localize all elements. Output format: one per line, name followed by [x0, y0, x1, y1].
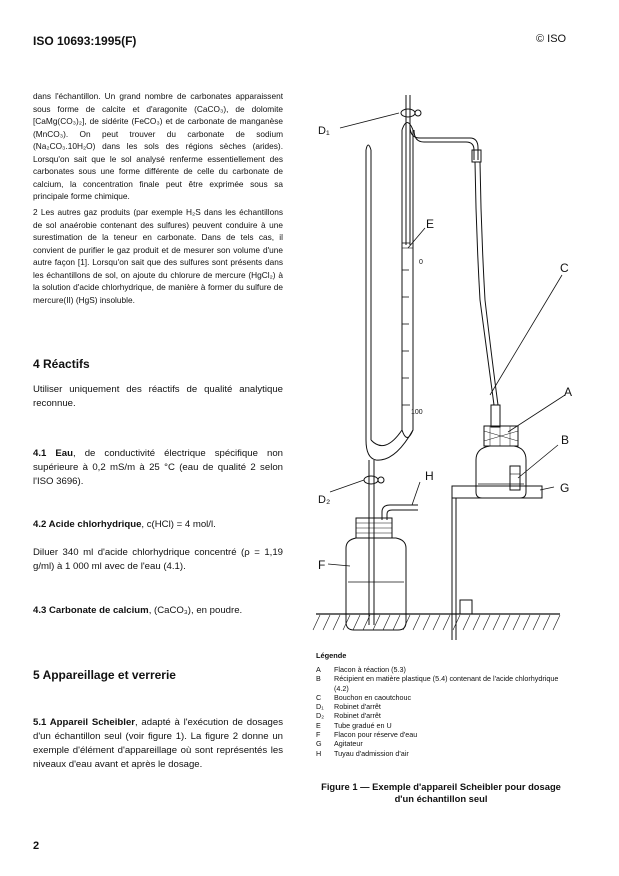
section-4-heading: 4 Réactifs	[33, 357, 90, 371]
header-copyright: © ISO	[536, 33, 567, 45]
clause-5-1-text: , adapté à l'exécution de dosages d'un échantillon seul (voir figure 1). La figure 2 donne un exemple d'élément d'appareillage où sont représentés les niveaux d'eau avant et après le dosage.	[33, 717, 284, 770]
clause-4-2-formula: , c(HCl) = 4 mol/l.	[141, 519, 216, 530]
page-number: 2	[33, 840, 40, 852]
tube-connector	[472, 150, 481, 162]
legend-item: B Récipient en matière plastique (5.4) contenant de l'acide chlorhydrique (4.2)	[316, 674, 559, 693]
legend-item: G Agitateur	[316, 739, 363, 749]
note-1-text: dans l'échantillon. Un grand nombre de carbonates apparaissent sous forme de calcite et d'aragonite (CaCO₃), de dolomite [CaMg(CO₃)₂], de sidérite (FeCO₃) et de carbonate de manganèse (MnCO₃). On peut trouver du carbonate de sodium (Na₂CO₃.10H₂O) dans les sols des régions sèches (arides). Lorsqu'on sait que le sol analysé renferme essentiellement des carbonates sous une forme différente de celle du carbonate de calcium, la concentration finale peut être exprimée sous sa principale forme chimique.	[33, 91, 283, 201]
legend-item: F Flacon pour réserve d'eau	[316, 730, 418, 740]
legend-item: E Tube gradué en U	[316, 720, 392, 730]
scale-hundred: 100	[411, 409, 423, 416]
label-f: F	[318, 558, 326, 572]
label-d1: D₁	[318, 125, 330, 137]
graduation-ticks	[402, 243, 410, 405]
clause-4-3-label: 4.3 Carbonate de calcium	[33, 605, 149, 616]
label-g: G	[560, 481, 570, 495]
figure-caption: Figure 1 — Exemple d'appareil Scheibler pour dosage d'un échantillon seul	[321, 781, 561, 804]
label-h: H	[425, 469, 434, 483]
scale-zero: 0	[419, 259, 423, 266]
label-b: B	[561, 433, 570, 447]
stopcock-d2	[364, 476, 378, 484]
figure-legend	[316, 665, 566, 758]
clause-4-1-label: 4.1 Eau	[33, 448, 73, 459]
stopcock-d1	[401, 109, 415, 117]
hose-end	[491, 405, 500, 427]
legend-item: H Tuyau d'admission d'air	[316, 748, 409, 758]
label-a: A	[564, 385, 573, 399]
label-d2: D₂	[318, 494, 331, 506]
legend-item: D₁ Robinet d'arrêt	[316, 702, 381, 712]
water-reserve-flask-f	[346, 538, 406, 630]
header-standard: ISO 10693:1995(F)	[33, 34, 137, 48]
clause-4-1-text: , de conductivité électrique spécifique non supérieure à 0,2 mS/m à 25 °C (eau de qualité 2 selon l'ISO 3696).	[33, 448, 283, 487]
clause-4-2-label: 4.2 Acide chlorhydrique	[33, 519, 142, 530]
section-5-heading: 5 Appareillage et verrerie	[33, 668, 176, 682]
legend-title: Légende	[316, 651, 347, 660]
clause-4-3-text: , (CaCO₃), en poudre.	[148, 605, 243, 616]
note-2-text: 2 Les autres gaz produits (par exemple H₂S dans les échantillons de sol anaérobie contenant des sulfures) peuvent conduire à une surestimation de la teneur en carbonate. Dans de tels cas, il convient de purifier le gaz produit et de mesurer son volume d'une autre façon [1]. Lorsqu'on sait que des sulfures sont présents dans les échantillons de sol, on ajoute du chlorure de mercure (HgCl₂) à la solution d'acide chlorhydrique, de manière à former du sulfure de mercure(II) (HgS) insoluble.	[33, 207, 283, 305]
clause-4-2-text: Diluer 340 ml d'acide chlorhydrique concentré (ρ = 1,19 g/ml) à 1 000 ml avec de l'eau (4.1).	[33, 547, 283, 572]
section-4-intro: Utiliser uniquement des réactifs de qualité analytique reconnue.	[33, 384, 283, 409]
stirrer-g	[452, 486, 542, 498]
legend-item: D₂ Robinet d'arrêt	[316, 711, 381, 721]
label-e: E	[426, 217, 435, 231]
legend-item: C Bouchon en caoutchouc	[316, 692, 412, 702]
legend-item: A Flacon à réaction (5.3)	[316, 665, 406, 674]
label-c: C	[560, 261, 569, 275]
clause-5-1-label: 5.1 Appareil Scheibler	[33, 717, 136, 728]
